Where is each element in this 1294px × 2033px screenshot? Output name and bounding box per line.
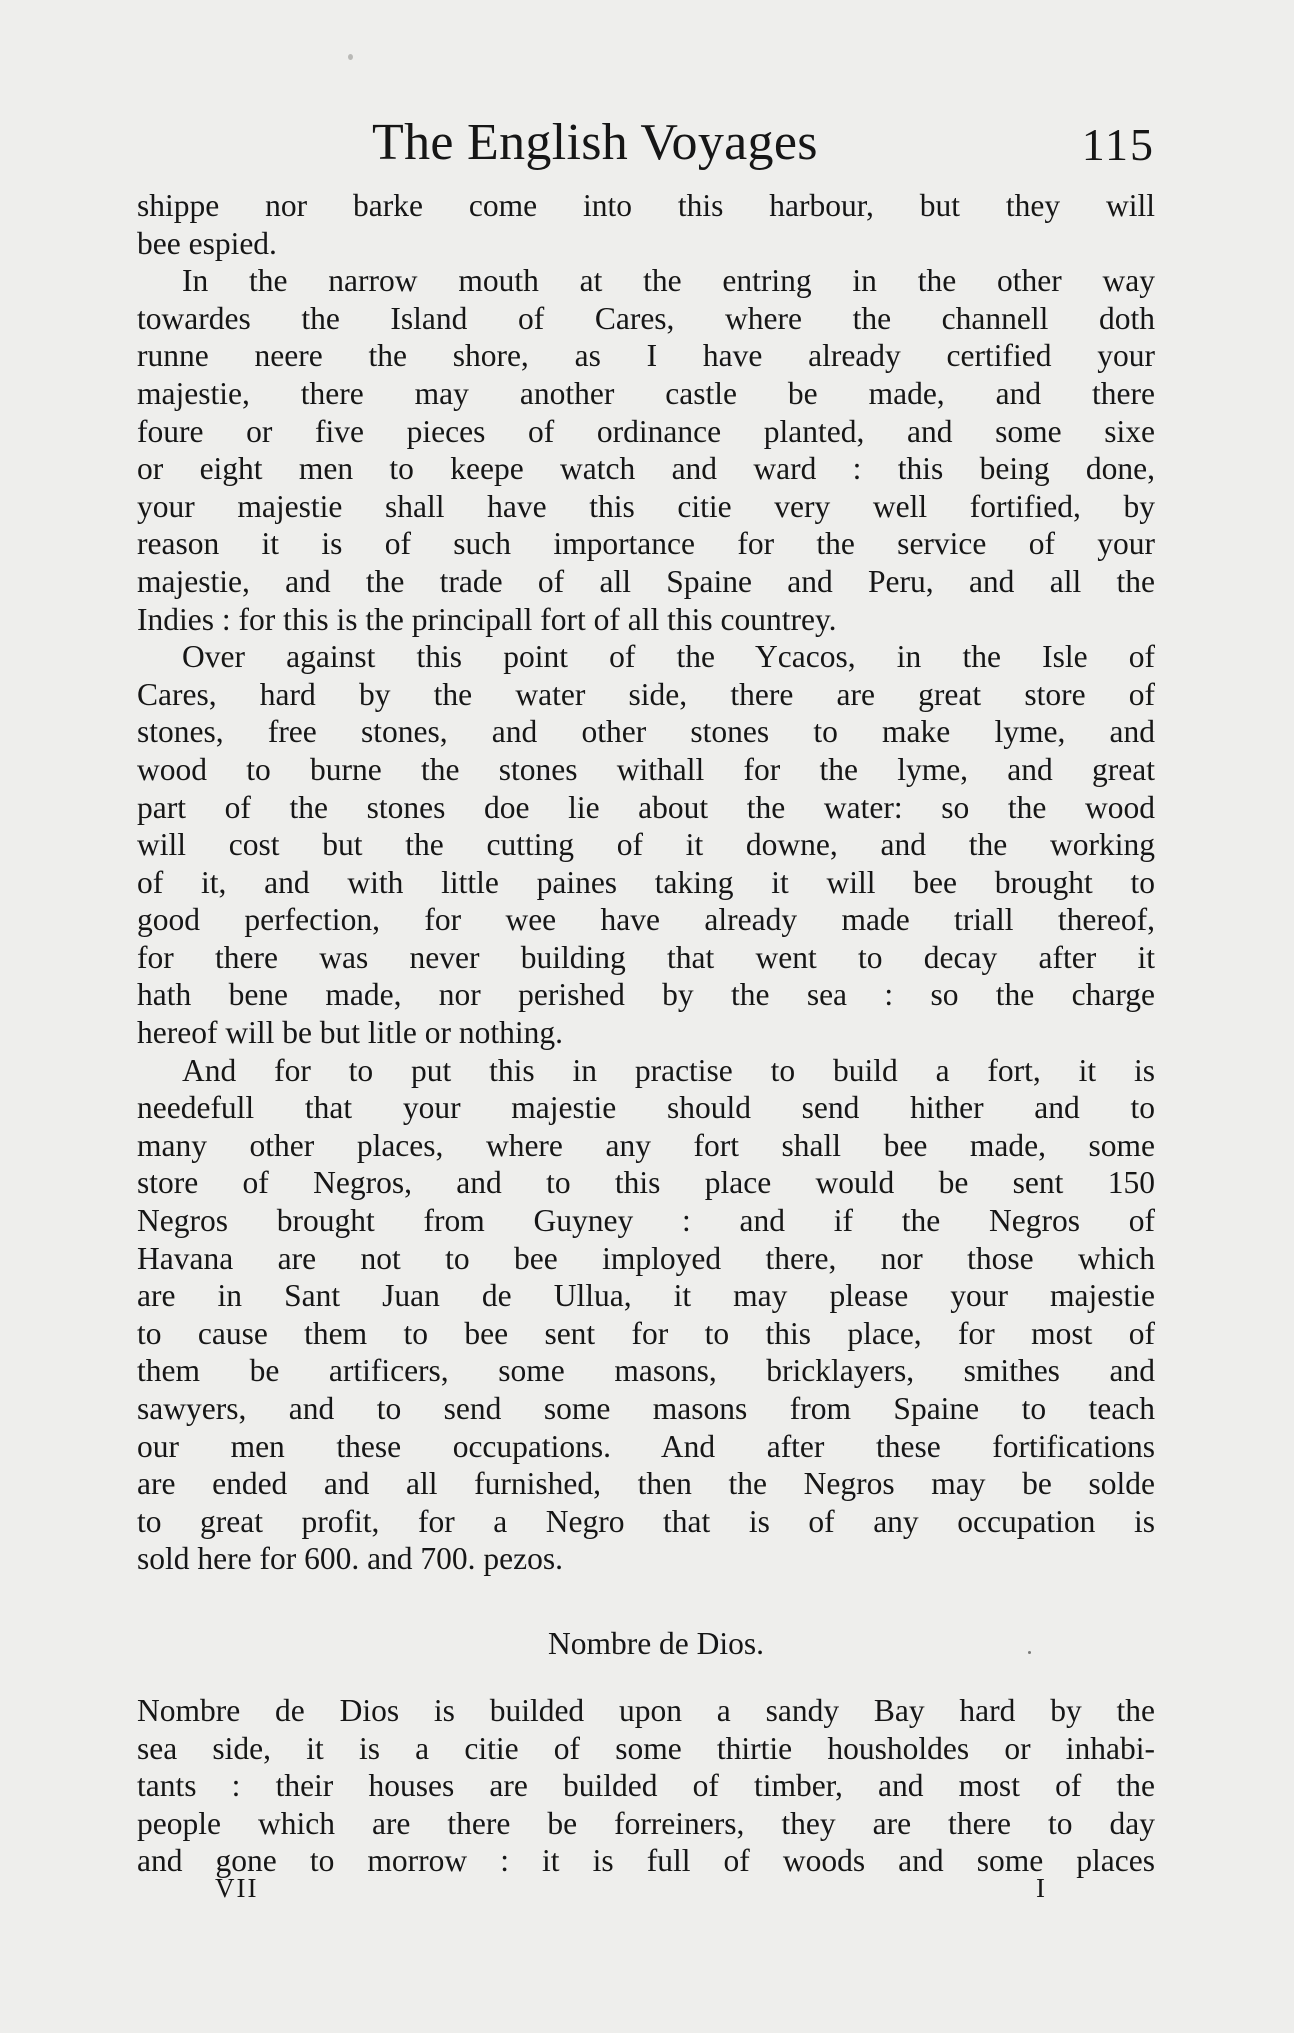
- text-line: for there was never building that went to decay after it: [137, 939, 1155, 975]
- page-footer: [215, 1868, 1045, 1908]
- paper-speck: [1028, 1651, 1031, 1654]
- text-line: of it, and with little paines taking it will bee brought to: [137, 864, 1155, 900]
- text-line: Indies : for this is the principall fort of all this countrey.: [137, 601, 837, 637]
- text-line: them be artificers, some masons, bricklayers, smithes and: [137, 1353, 1155, 1389]
- text-line: your majestie shall have this citie very well fortified, by: [137, 488, 1155, 524]
- page-header: [140, 112, 1155, 174]
- text-line: to cause them to bee sent for to this place, for most of: [137, 1315, 1155, 1351]
- signature-mark: VII: [215, 1873, 259, 1903]
- signature-letter: I: [1036, 1873, 1045, 1903]
- text-line: Havana are not to bee imployed there, nor those which: [137, 1240, 1155, 1276]
- text-line: majestie, there may another castle be made, and there: [137, 375, 1155, 411]
- text-line: Over against this point of the Ycacos, in the Isle of: [182, 639, 1155, 675]
- text-line: are in Sant Juan de Ullua, it may please your majestie: [137, 1278, 1155, 1314]
- text-line: sold here for 600. and 700. pezos.: [137, 1541, 564, 1577]
- text-line: tants : their houses are builded of timber, and most of the: [137, 1768, 1155, 1804]
- page-number: 115: [1081, 119, 1155, 170]
- text-line: runne neere the shore, as I have already certified your: [137, 338, 1155, 374]
- text-line: Negros brought from Guyney : and if the Negros of: [137, 1203, 1155, 1239]
- text-line: majestie, and the trade of all Spaine and Peru, and all the: [137, 563, 1155, 599]
- text-line: and gone to morrow : it is full of woods and some places: [137, 1843, 1155, 1879]
- text-line: hereof will be but litle or nothing.: [137, 1015, 564, 1051]
- text-line: to great profit, for a Negro that is of any occupation is: [137, 1503, 1155, 1539]
- text-line: stones, free stones, and other stones to make lyme, and: [137, 714, 1155, 750]
- text-line: hath bene made, nor perished by the sea : so the charge: [137, 977, 1155, 1013]
- text-line: needefull that your majestie should send hither and to: [137, 1090, 1155, 1126]
- text-line: foure or five pieces of ordinance planted, and some sixe: [137, 413, 1155, 449]
- text-line: reason it is of such importance for the service of your: [137, 526, 1155, 562]
- text-line: or eight men to keepe watch and ward : this being done,: [137, 451, 1155, 487]
- paper-speck: [348, 54, 353, 60]
- running-title: The English Voyages: [372, 114, 818, 171]
- text-line: many other places, where any fort shall bee made, some: [137, 1127, 1155, 1163]
- text-line: part of the stones doe lie about the water: so the wood: [137, 789, 1155, 825]
- text-line: Nombre de Dios is builded upon a sandy Bay hard by the: [137, 1692, 1155, 1728]
- text-line: Cares, hard by the water side, there are great store of: [137, 676, 1155, 712]
- text-line: are ended and all furnished, then the Negros may be solde: [137, 1466, 1155, 1502]
- text-line: towardes the Island of Cares, where the channell doth: [137, 300, 1155, 336]
- text-line: will cost but the cutting of it downe, and the working: [137, 827, 1155, 863]
- text-line: shippe nor barke come into this harbour, but they will: [137, 188, 1155, 223]
- section-text-block: [137, 1692, 1155, 1880]
- text-line: bee espied.: [137, 225, 277, 261]
- text-line: sawyers, and to send some masons from Spaine to teach: [137, 1391, 1155, 1426]
- text-line: In the narrow mouth at the entring in the other way: [182, 263, 1155, 299]
- text-line: store of Negros, and to this place would be sent 150: [137, 1165, 1155, 1201]
- text-line: our men these occupations. And after these fortifications: [137, 1428, 1155, 1464]
- text-line: wood to burne the stones withall for the lyme, and great: [137, 751, 1155, 787]
- text-line: good perfection, for wee have already made triall thereof,: [137, 902, 1155, 938]
- text-line: people which are there be forreiners, they are there to day: [137, 1805, 1155, 1841]
- body-text: [137, 187, 1155, 1880]
- main-text-block: [137, 187, 1155, 1578]
- text-line: And for to put this in practise to build a fort, it is: [182, 1052, 1155, 1088]
- text-line: sea side, it is a citie of some thirtie housholdes or inhabi-: [137, 1730, 1155, 1766]
- section-heading: Nombre de Dios.: [547, 1625, 765, 1661]
